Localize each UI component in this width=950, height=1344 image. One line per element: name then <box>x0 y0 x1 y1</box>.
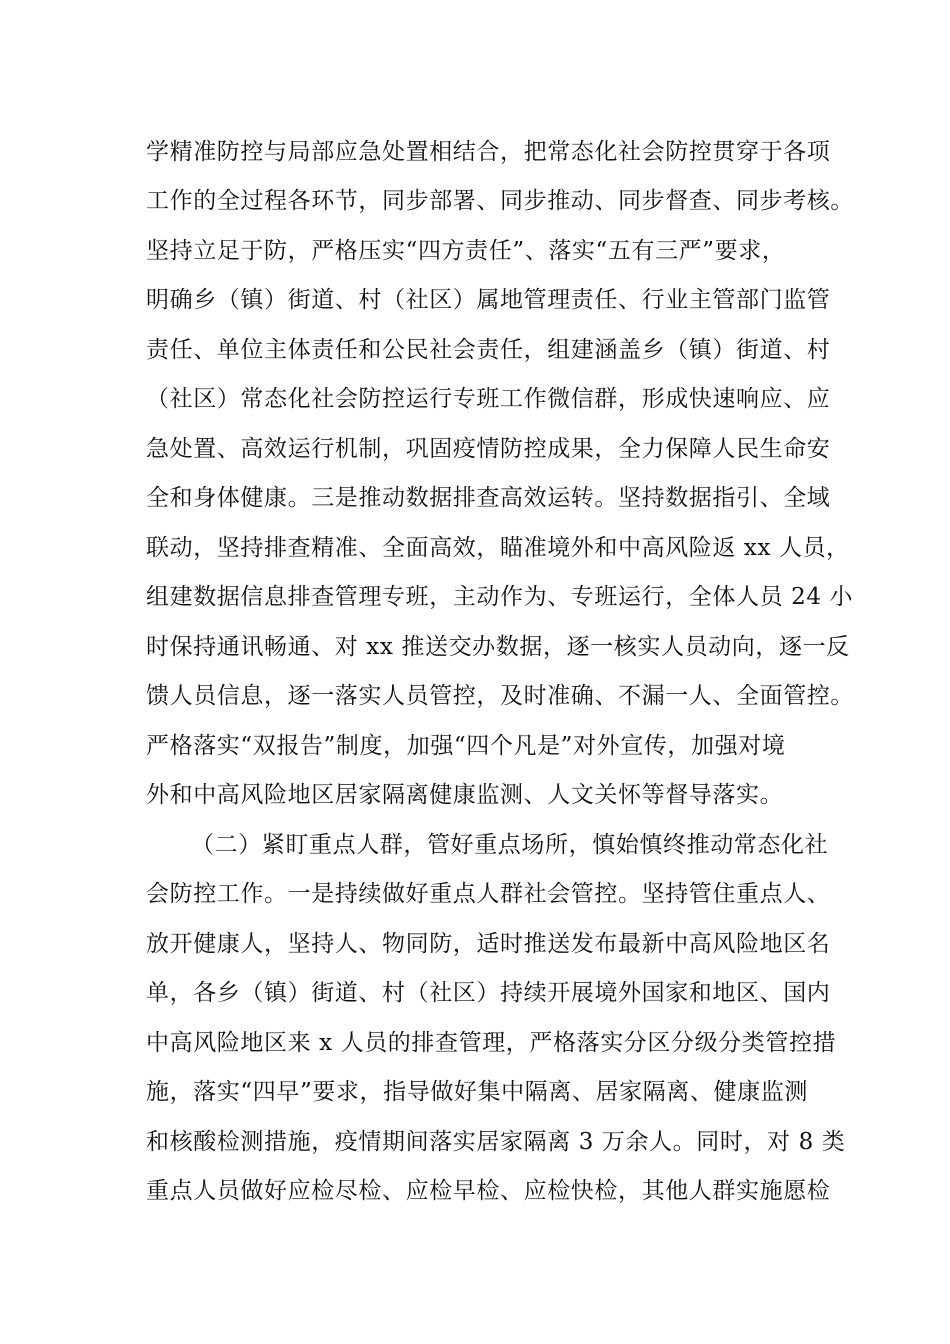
text-line: 学精准防控与局部应急处置相结合，把常态化社会防控贯穿于各项 <box>146 139 831 165</box>
text-line: 组建数据信息排查管理专班，主动作为、专班运行，全体人员 24 小 <box>146 584 854 610</box>
text-line: 工作的全过程各环节，同步部署、同步推动、同步督查、同步考核。 <box>146 188 854 214</box>
text-line: （社区）常态化社会防控运行专班工作微信群，形成快速响应、应 <box>146 386 831 412</box>
text-line: 施，落实“四早”要求，指导做好集中隔离、居家隔离、健康监测 <box>146 1079 808 1105</box>
text-line: 明确乡（镇）街道、村（社区）属地管理责任、行业主管部门监管 <box>146 287 831 313</box>
text-line: 和核酸检测措施，疫情期间落实居家隔离 3 万余人。同时，对 8 类 <box>146 1129 846 1155</box>
text-line: 时保持通讯畅通、对 xx 推送交办数据，逐一核实人员动向，逐一反 <box>146 634 850 660</box>
text-line: 坚持立足于防，严格压实“四方责任”、落实“五有三严”要求， <box>146 238 786 264</box>
text-line: 会防控工作。一是持续做好重点人群社会管控。坚持管住重点人、 <box>146 881 831 907</box>
paragraph-heading-line: （二）紧盯重点人群，管好重点场所，慎始慎终推动常态化社 <box>191 832 829 858</box>
text-line: 中高风险地区来 x 人员的排查管理，严格落实分区分级分类管控措 <box>146 1030 837 1056</box>
text-line: 放开健康人，坚持人、物同防，适时推送发布最新中高风险地区名 <box>146 931 831 957</box>
text-line: 单，各乡（镇）街道、村（社区）持续开展境外国家和地区、国内 <box>146 980 831 1006</box>
text-line: 重点人员做好应检尽检、应检早检、应检快检，其他人群实施愿检 <box>146 1178 831 1204</box>
text-line: 责任、单位主体责任和公民社会责任，组建涵盖乡（镇）街道、村 <box>146 337 831 363</box>
text-line: 联动，坚持排查精准、全面高效，瞄准境外和中高风险返 xx 人员， <box>146 535 850 561</box>
text-line: 馈人员信息，逐一落实人员管控，及时准确、不漏一人、全面管控。 <box>146 683 854 709</box>
text-line: 严格落实“双报告”制度，加强“四个凡是”对外宣传，加强对境 <box>146 733 786 759</box>
text-line: 急处置、高效运行机制，巩固疫情防控成果，全力保障人民生命安 <box>146 436 831 462</box>
text-line: 外和中高风险地区居家隔离健康监测、人文关怀等督导落实。 <box>146 782 784 808</box>
text-line: 全和身体健康。三是推动数据排查高效运转。坚持数据指引、全域 <box>146 485 831 511</box>
